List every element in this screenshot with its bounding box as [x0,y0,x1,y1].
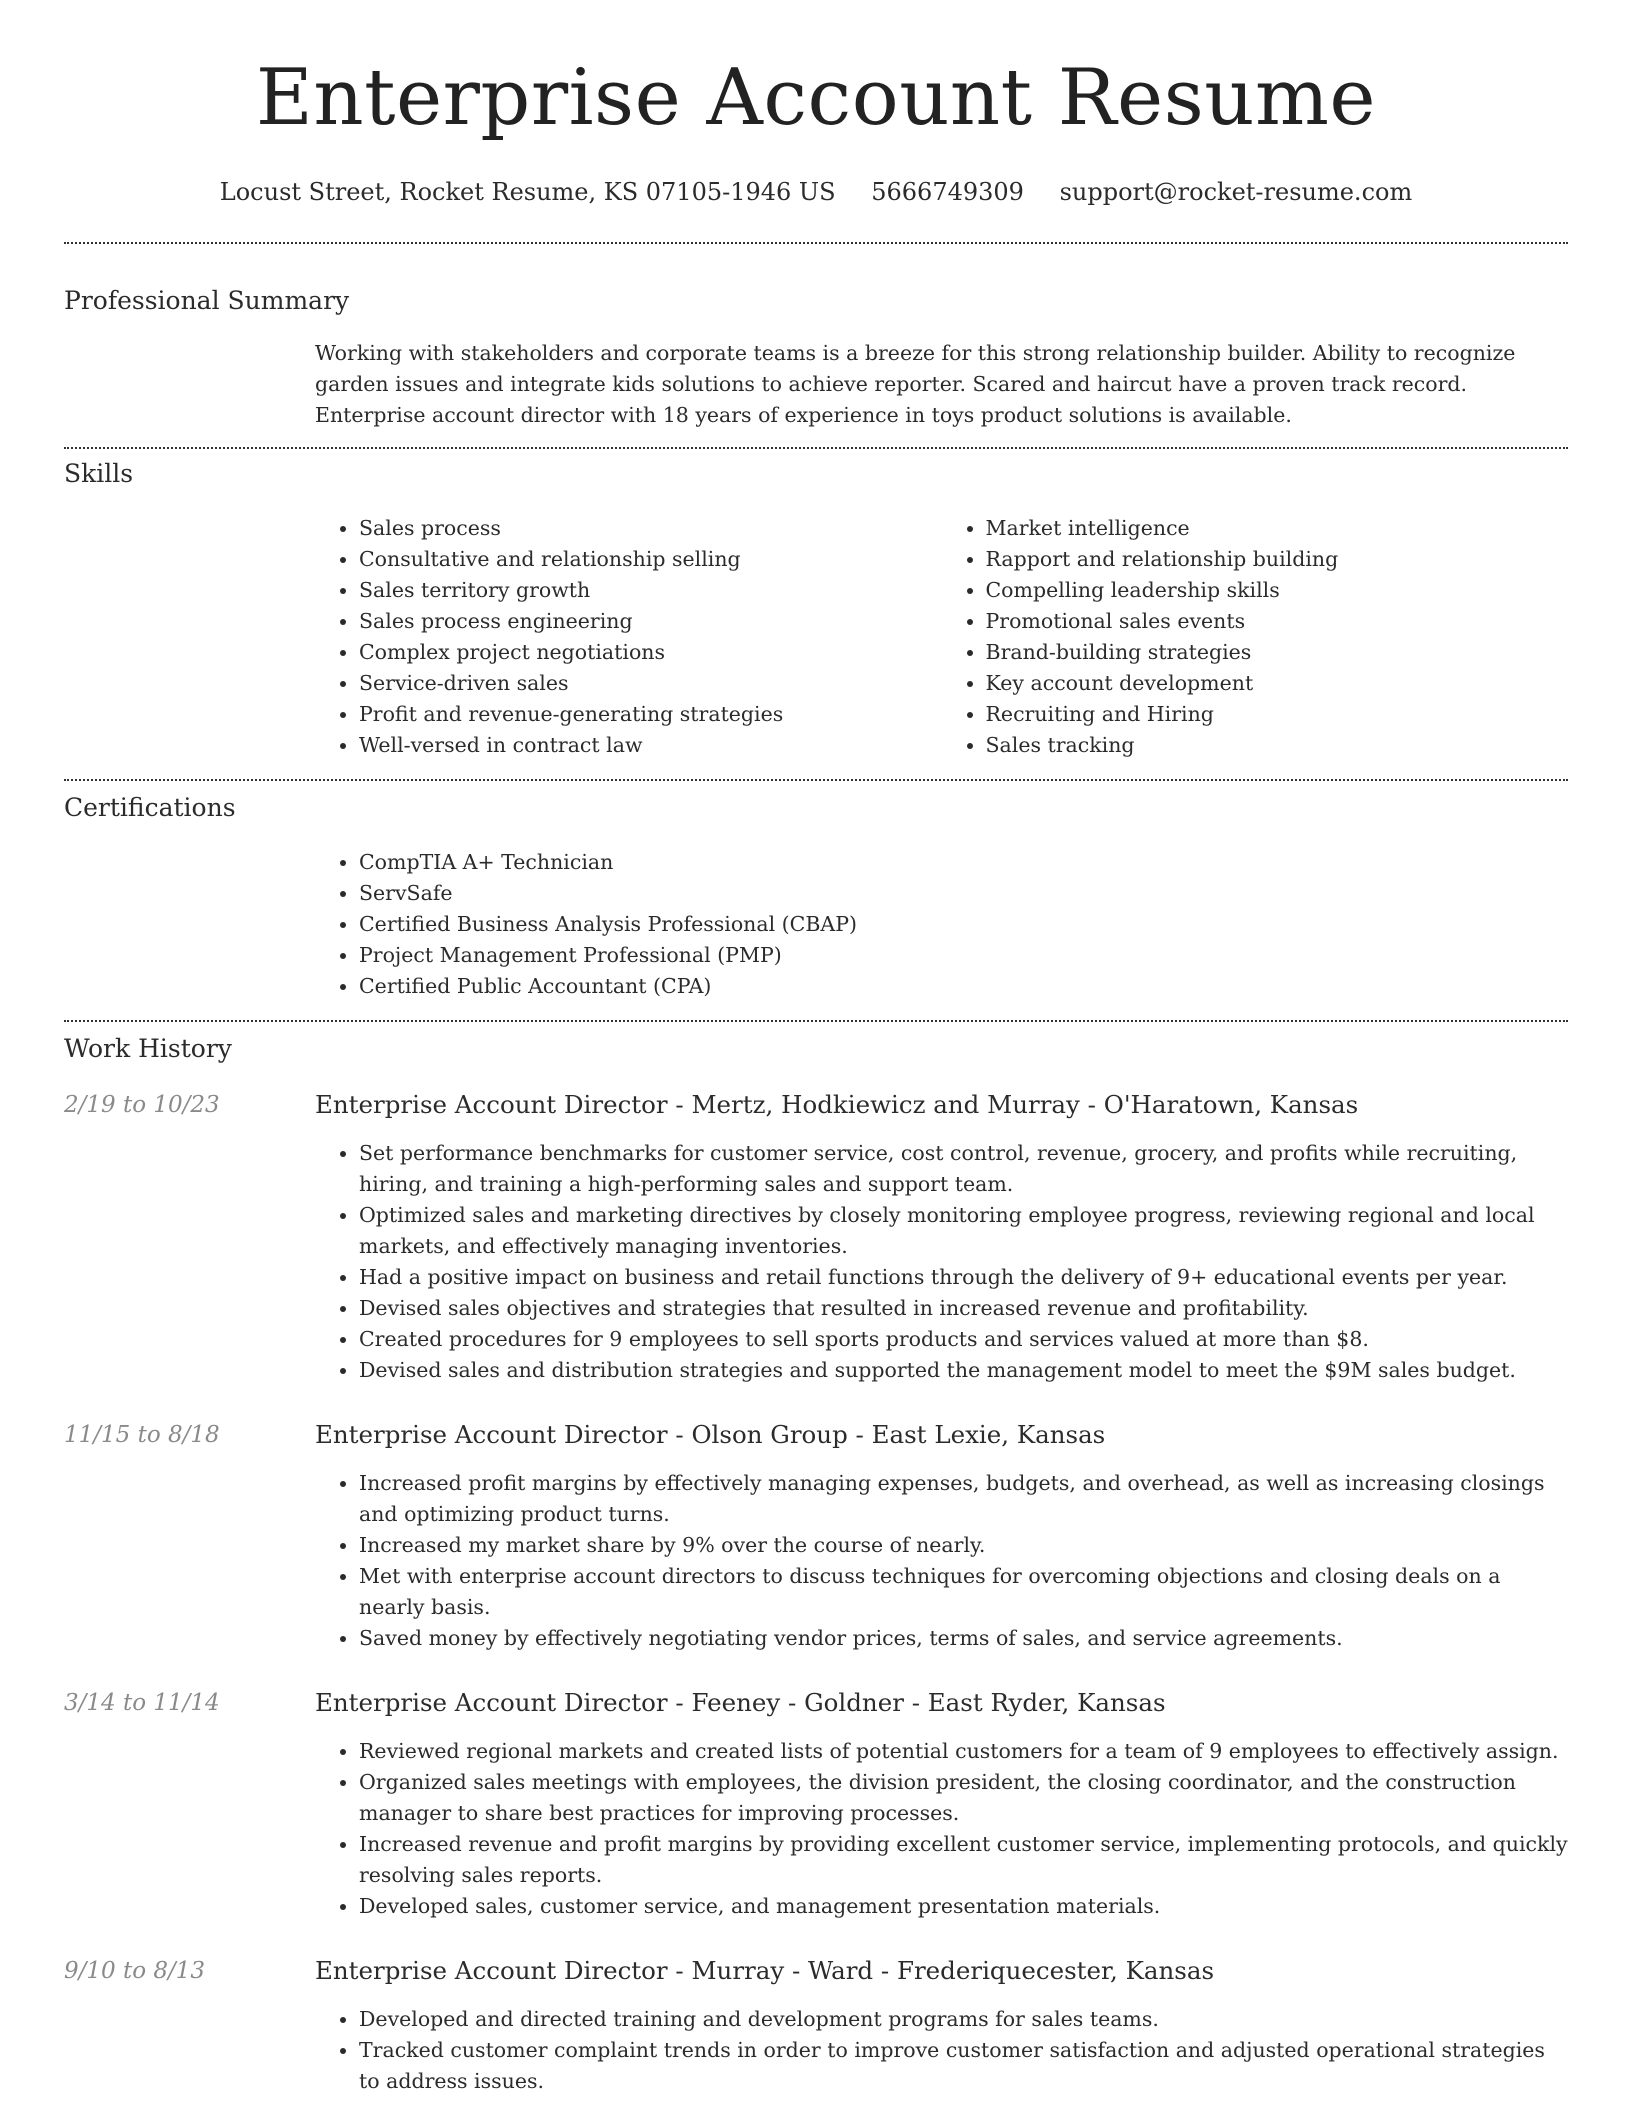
job-dates: 9/10 to 8/13 [64,1958,206,1985]
list-item: • Well-versed in contract law [359,730,942,761]
job-bullets [315,1138,1568,1386]
contact-phone: 5666749309 [871,177,1024,206]
list-item: • CompTIA A+ Technician [359,847,1568,878]
list-item: • Developed sales, customer service, and management presentation materials. [359,1891,1568,1922]
list-item: • Profit and revenue-generating strategies [359,699,942,730]
divider [64,447,1568,449]
contact-email: support@rocket-resume.com [1059,177,1413,206]
list-item: • Optimized sales and marketing directives by closely monitoring employee progress, reviewing regional and local markets, and effectively managing inventories. [359,1200,1568,1262]
job-title: Enterprise Account Director - Olson Group - East Lexie, Kansas [315,1420,1106,1450]
list-item: • Increased my market share by 9% over the course of nearly. [359,1530,1568,1561]
certifications-list [315,847,1568,1002]
list-item: • Sales tracking [986,730,1569,761]
skills-list-left [315,513,942,761]
list-item: • Sales territory growth [359,575,942,606]
work-section [64,1034,1568,2097]
job-entry [64,1420,1568,1654]
certifications-heading: Certifications [64,793,236,823]
list-item: • Devised sales objectives and strategies that resulted in increased revenue and profitability. [359,1293,1568,1324]
summary-heading: Professional Summary [64,286,350,316]
list-item: • Increased revenue and profit margins by providing excellent customer service, implementing protocols, and quickly resolving sales reports. [359,1829,1568,1891]
divider [64,242,1568,244]
list-item: • Sales process [359,513,942,544]
list-item: • Promotional sales events [986,606,1569,637]
list-item: • Service-driven sales [359,668,942,699]
list-item: • Set performance benchmarks for customer service, cost control, revenue, grocery, and profits while recruiting, hiring, and training a high-performing sales and support team. [359,1138,1568,1200]
job-bullets [315,1736,1568,1922]
list-item: • Developed and directed training and development programs for sales teams. [359,2004,1568,2035]
skills-section [64,459,1568,761]
list-item: • Complex project negotiations [359,637,942,668]
list-item: • Market intelligence [986,513,1569,544]
job-title: Enterprise Account Director - Murray - Ward - Frederiquecester, Kansas [315,1956,1215,1986]
divider [64,779,1568,781]
list-item: • Brand-building strategies [986,637,1569,668]
list-item: • Compelling leadership skills [986,575,1569,606]
job-dates: 3/14 to 11/14 [64,1690,220,1717]
list-item: • Saved money by effectively negotiating vendor prices, terms of sales, and service agreements. [359,1623,1568,1654]
work-heading: Work History [64,1034,232,1064]
job-title: Enterprise Account Director - Mertz, Hodkiewicz and Murray - O'Haratown, Kansas [315,1090,1359,1120]
list-item: • Met with enterprise account directors to discuss techniques for overcoming objections and closing deals on a nearly basis. [359,1561,1568,1623]
divider [64,1020,1568,1022]
skills-heading: Skills [64,459,134,489]
list-item: • Key account development [986,668,1569,699]
list-item: • Consultative and relationship selling [359,544,942,575]
list-item: • Certified Business Analysis Professional (CBAP) [359,909,1568,940]
list-item: • Recruiting and Hiring [986,699,1569,730]
summary-text: Working with stakeholders and corporate teams is a breeze for this strong relationship builder. Ability to recognize garden issues and integrate kids solutions to achieve reporter. Scared and haircut have a proven track record. Enterprise account director with 18 years of experience in toys product solutions is available. [315,341,1516,428]
list-item: • Tracked customer complaint trends in order to improve customer satisfaction and adjusted operational strategies to address issues. [359,2035,1568,2097]
list-item: • Had a positive impact on business and retail functions through the delivery of 9+ educational events per year. [359,1262,1568,1293]
contact-line [0,178,1632,207]
list-item: • Certified Public Accountant (CPA) [359,971,1568,1002]
job-title: Enterprise Account Director - Feeney - Goldner - East Ryder, Kansas [315,1688,1166,1718]
list-item: • Rapport and relationship building [986,544,1569,575]
certifications-section [64,793,1568,1002]
resume-title: Enterprise Account Resume [255,53,1377,143]
job-bullets [315,1468,1568,1654]
job-entry [64,1090,1568,1386]
contact-address: Locust Street, Rocket Resume, KS 07105-1946 US [219,177,836,206]
job-dates: 11/15 to 8/18 [64,1422,220,1449]
list-item: • Increased profit margins by effectively managing expenses, budgets, and overhead, as well as increasing closings and optimizing product turns. [359,1468,1568,1530]
skills-list-right [942,513,1569,761]
job-entry [64,1956,1568,2097]
list-item: • Organized sales meetings with employees, the division president, the closing coordinator, and the construction manager to share best practices for improving processes. [359,1767,1568,1829]
job-dates: 2/19 to 10/23 [64,1092,220,1119]
list-item: • Sales process engineering [359,606,942,637]
list-item: • Project Management Professional (PMP) [359,940,1568,971]
list-item: • ServSafe [359,878,1568,909]
list-item: • Created procedures for 9 employees to sell sports products and services valued at more than $8. [359,1324,1568,1355]
job-bullets [315,2004,1568,2097]
list-item: • Devised sales and distribution strategies and supported the management model to meet the $9M sales budget. [359,1355,1568,1386]
job-entry [64,1688,1568,1922]
list-item: • Reviewed regional markets and created lists of potential customers for a team of 9 employees to effectively assign. [359,1736,1568,1767]
summary-section [64,286,1568,431]
